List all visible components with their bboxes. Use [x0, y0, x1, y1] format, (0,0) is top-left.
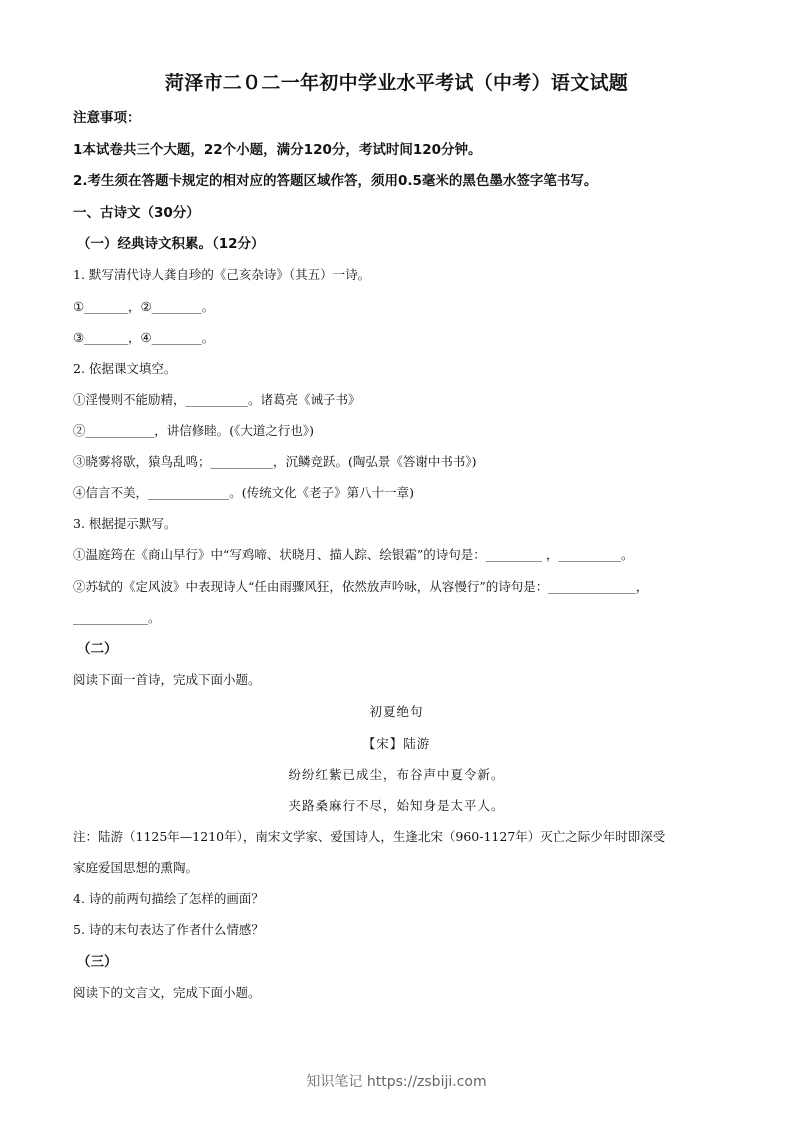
question-2-a: ①淫慢则不能励精，__________。诸葛亮《诫子书》 [73, 392, 361, 407]
part1-heading: （一）经典诗文积累。（12分） [77, 236, 265, 252]
part3-intro: 阅读下的文言文，完成下面小题。 [73, 985, 261, 1000]
question-3-b: ②苏轼的《定风波》中表现诗人“任由雨骤风狂，依然放声吟咏，从容慢行”的诗句是：______________， [73, 579, 649, 594]
poem-title: 初夏绝句 [369, 704, 424, 719]
page-title: 菏泽市二０二一年初中学业水平考试（中考）语文试题 [164, 72, 629, 94]
question-2: 2. 依据课文填空。 [73, 361, 177, 376]
poem-note-line-2: 家庭爱国思想的熏陶。 [73, 860, 199, 875]
question-2-c: ③晓雾将歇，猿鸟乱鸣；__________，沉鳞竞跃。(陶弘景《答谢中书书》) [73, 454, 477, 469]
poem-note-line-1: 注：陆游（1125年—1210年），南宋文学家、爱国诗人，生逢北宋（960-1127年）灭亡之际少年时即深受 [73, 829, 666, 844]
part2-intro: 阅读下面一首诗，完成下面小题。 [73, 672, 261, 687]
notice-heading: 注意事项： [73, 110, 141, 126]
question-2-b: ②___________，讲信修睦。(《大道之行也》) [73, 423, 315, 438]
poem-line-2: 夹路桑麻行不尽，始知身是太平人。 [288, 798, 505, 813]
part3-heading: （三） [77, 954, 118, 970]
question-4: 4. 诗的前两句描绘了怎样的画面？ [73, 891, 264, 906]
part2-heading: （二） [77, 641, 118, 657]
notice-item-2: 2.考生须在答题卡规定的相对应的答题区域作答，须用0.5毫米的黑色墨水签字笔书写。 [73, 173, 598, 189]
question-3-a: ①温庭筠在《商山早行》中“写鸡啼、状晓月、描人踪、绘银霜”的诗句是：_________ ，__________。 [73, 547, 634, 562]
question-5: 5. 诗的末句表达了作者什么情感？ [73, 922, 264, 937]
question-1-blanks-1: ①_______，②________。 [73, 299, 215, 314]
question-3: 3. 根据提示默写。 [73, 516, 177, 531]
notice-item-1: 1本试卷共三个大题，22个小题，满分120分，考试时间120分钟。 [73, 142, 482, 158]
question-3-b-continued: ____________。 [73, 610, 161, 625]
poem-author: 【宋】陆游 [362, 736, 431, 751]
section1-heading: 一、古诗文（30分） [73, 205, 200, 221]
question-1-blanks-2: ③_______，④________。 [73, 330, 215, 345]
question-2-d: ④信言不美，_____________。(传统文化《老子》第八十一章) [73, 485, 415, 500]
question-1: 1. 默写清代诗人龚自珍的《己亥杂诗》（其五）一诗。 [73, 267, 371, 282]
footer-watermark: 知识笔记 https://zsbiji.com [306, 1074, 487, 1090]
poem-line-1: 纷纷红紫已成尘，布谷声中夏令新。 [288, 767, 505, 782]
